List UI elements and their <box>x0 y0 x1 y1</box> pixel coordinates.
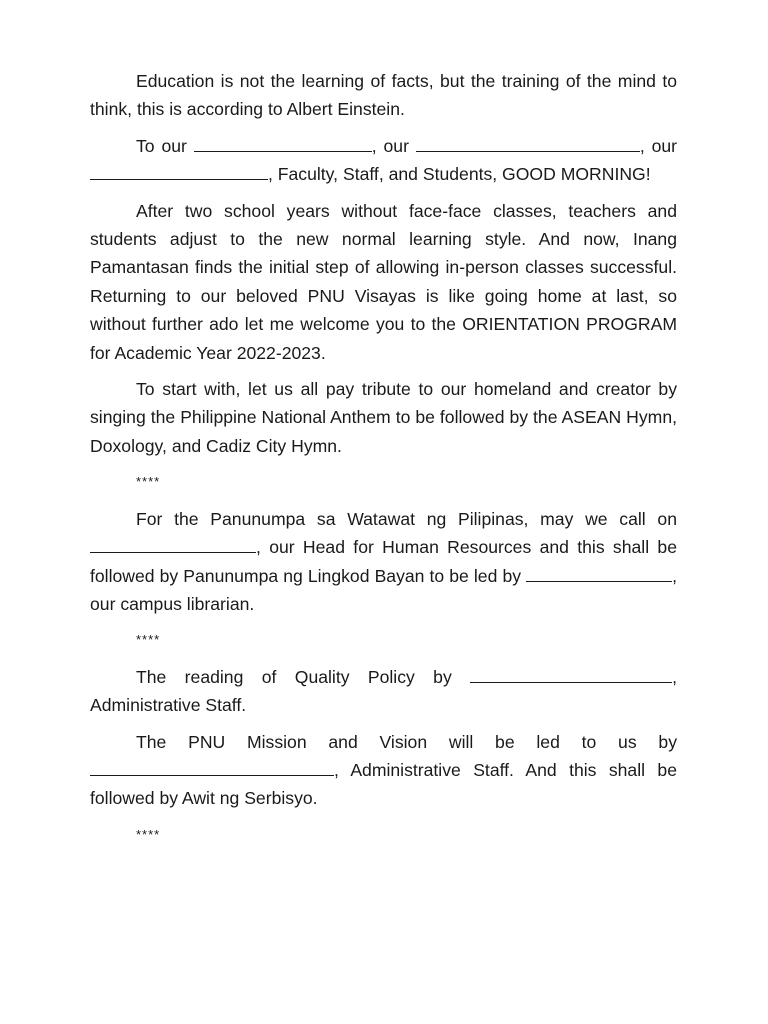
separator-stars-3: **** <box>136 826 161 842</box>
mission-vision-text-1: The PNU Mission and Vision will be led to us by <box>136 731 677 752</box>
paragraph-panunumpa <box>90 505 677 619</box>
quality-policy-text-1: The reading of Quality Policy by <box>136 666 471 687</box>
panunumpa-text-3: , our campus librarian. <box>90 565 677 614</box>
blank-line-guest-3 <box>90 161 268 180</box>
greeting-text-4: , Faculty, Staff, and Students, GOOD MORNING! <box>268 164 651 185</box>
quality-policy-text-2: , Administrative Staff. <box>90 666 677 716</box>
blank-line-hr-head <box>90 534 256 553</box>
blank-line-librarian <box>526 563 672 582</box>
greeting-text-1: To our <box>136 135 194 156</box>
blank-line-guest-2 <box>416 133 640 152</box>
document-page <box>90 67 677 857</box>
greeting-text-3: , our <box>639 135 677 156</box>
separator-stars-1: **** <box>136 474 161 490</box>
greeting-text-2: , our <box>371 135 416 156</box>
paragraph-welcome: After two school years without face-face classes, teachers and students adjust to the new normal learning style. And now, Inang Pamantasan finds the initial step of allowing in-person classes successful. Returning to our beloved PNU Visayas is like going home at last, so without further ado let me welcome you to the ORIENTATION PROGRAM for Academic Year 2022-2023. <box>90 200 677 363</box>
mission-vision-text-2: , Administrative Staff. And this shall be followed by Awit ng Serbisyo. <box>90 759 677 809</box>
blank-line-mission-vision <box>90 757 334 776</box>
paragraph-quality-policy <box>90 663 677 720</box>
paragraph-anthem: To start with, let us all pay tribute to our homeland and creator by singing the Philippine National Anthem to be followed by the ASEAN Hymn, Doxology, and Cadiz City Hymn. <box>90 379 677 456</box>
blank-line-guest-1 <box>194 133 372 152</box>
panunumpa-text-1: For the Panunumpa sa Watawat ng Pilipinas, may we call on <box>136 508 677 529</box>
paragraph-einstein-quote: Education is not the learning of facts, but the training of the mind to think, this is according to Albert Einstein. <box>90 71 677 120</box>
separator-stars-2: **** <box>136 632 161 648</box>
panunumpa-text-2: , our Head for Human Resources and this shall be followed by Panunumpa ng Lingkod Bayan to be led by <box>90 537 677 586</box>
paragraph-mission-vision <box>90 728 677 813</box>
blank-line-quality-policy <box>470 664 672 683</box>
paragraph-greeting <box>90 132 677 189</box>
